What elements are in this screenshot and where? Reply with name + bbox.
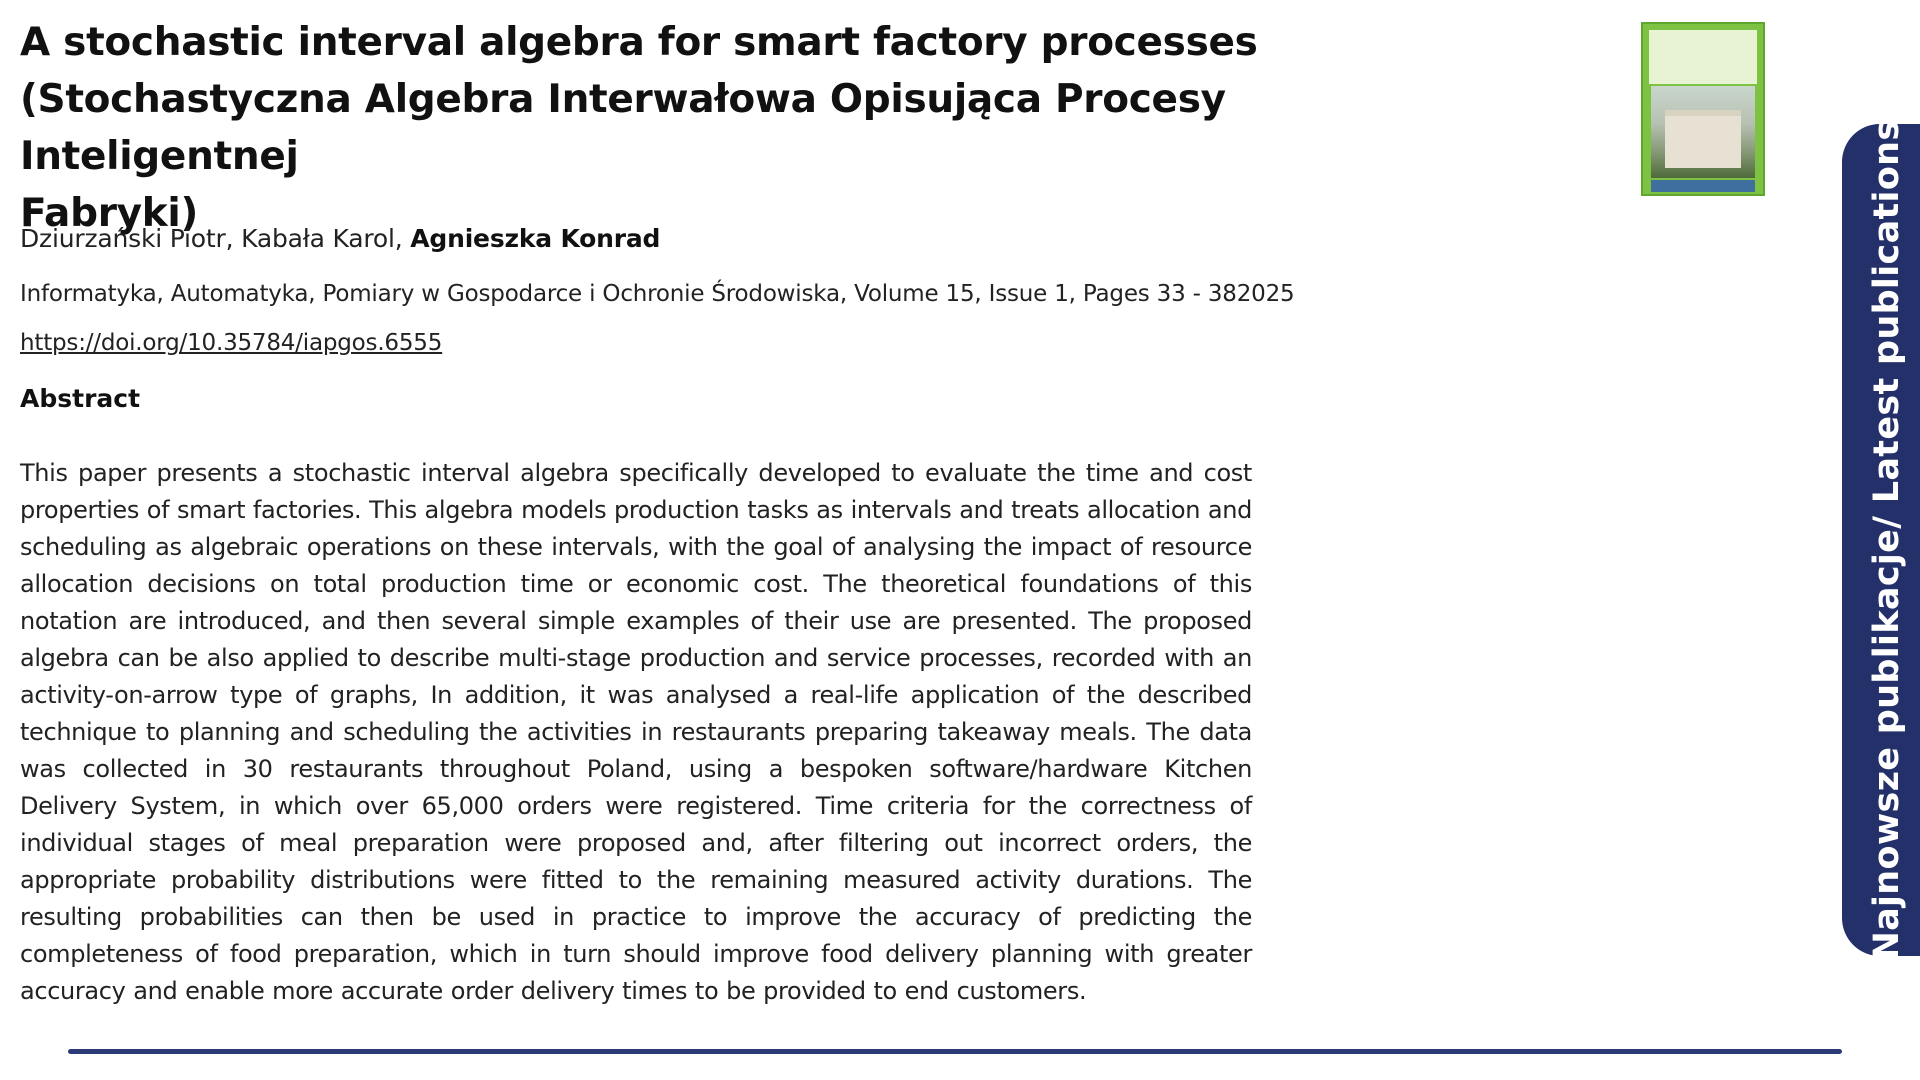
abstract-text: This paper presents a stochastic interval algebra specifically developed to evaluate the time and cost properties of smart factories. This algebra models production tasks as intervals and treats allocation and scheduling as algebraic operations on these intervals, with the goal of analysing the impact of resource allocation decisions on total production time or economic cost. The theoretical foundations of this notation are introduced, and then several simple examples of their use are presented. The proposed algebra can be also applied to describe multi-stage production and service processes, recorded with an activity-on-arrow type of graphs, In addition, it was analysed a real-life application of the described technique to planning and scheduling the activities in restaurants preparing takeaway meals. The data was collected in 30 restaurants throughout Poland, using a bespoken software/hardware Kitchen Delivery System, in which over 65,000 orders were registered. Time criteria for the correctness of individual stages of meal preparation were proposed and, after filtering out incorrect orders, the appropriate probability distributions were fitted to the remaining measured activity durations. The resulting probabilities can then be used in practice to improve the accuracy of predicting the completeness of food preparation, which in turn should improve food delivery planning with greater accuracy and enable more accurate order delivery times to be provided to end customers. [20,459,1252,1005]
bottom-divider [68,1049,1842,1054]
authors-regular: Dziurzański Piotr, Kabała Karol, [20,224,411,253]
abstract-heading: Abstract [20,384,141,413]
title-line-1: A stochastic interval algebra for smart factory processes [20,20,1258,65]
publication-title [20,14,1480,242]
journal-cover-image[interactable] [1641,22,1765,196]
doi-link[interactable]: https://doi.org/10.35784/iapgos.6555 [20,330,443,356]
cover-building-graphic [1665,110,1741,168]
latest-publications-label: Najnowsze publikacje/ Latest publications [1867,119,1907,961]
cover-footer-graphic [1651,180,1755,192]
latest-publications-tab[interactable] [1842,119,1920,961]
title-line-2: (Stochastyczna Algebra Interwałowa Opisująca Procesy Inteligentnej [20,77,1226,179]
cover-header-graphic [1649,30,1757,84]
highlighted-author: Agnieszka Konrad [410,224,661,253]
authors-line [20,221,660,257]
title-line-3: Fabryki) [20,191,198,236]
journal-citation: Informatyka, Automatyka, Pomiary w Gospodarce i Ochronie Środowiska, Volume 15, Issue 1, Pages 33 - 382025 [20,281,1295,307]
